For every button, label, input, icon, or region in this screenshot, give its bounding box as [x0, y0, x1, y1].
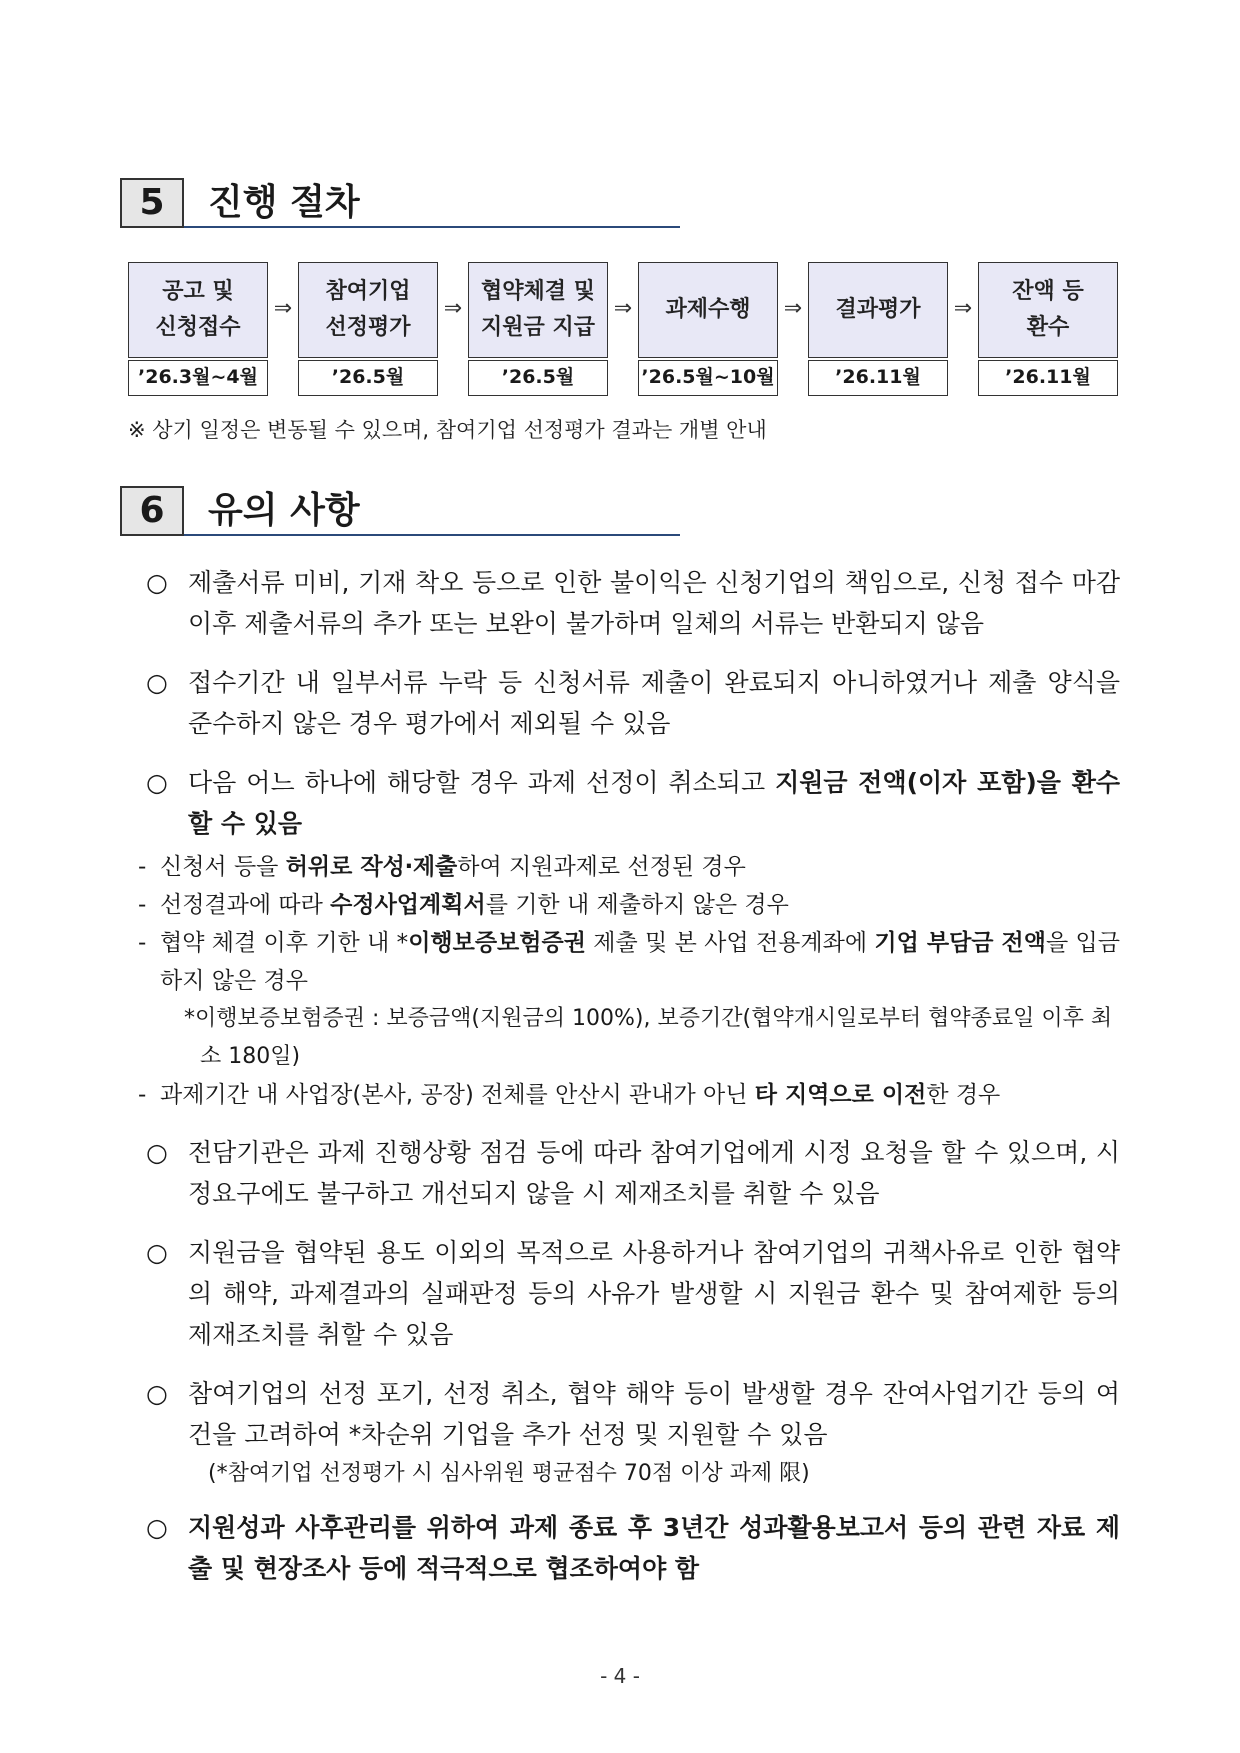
step-box: [978, 262, 1118, 358]
sub-text: 을 입금하지 않은 경우: [160, 930, 1120, 994]
step-4: [638, 262, 778, 396]
step-label: 협약체결 및 지원금 지급: [481, 279, 595, 340]
section-number: 5: [120, 178, 184, 228]
section-6-header: [120, 486, 680, 538]
note-text: 지원금을 협약된 용도 이외의 목적으로 사용하거나 참여기업의 귀책사유로 인한 협약의 해약, 과제결과의 실패판정 등의 사유가 발생할 시 지원금 환수 및 참여제한 등의 제재조치를 취할 수 있음: [188, 1238, 1120, 1349]
note-text: 접수기간 내 일부서류 누락 등 신청서류 제출이 완료되지 아니하였거나 제출 양식을 준수하지 않은 경우 평가에서 제외될 수 있음: [188, 668, 1120, 738]
note-text-bold: 지원금 전액(이자 포함)을 환수할 수 있음: [188, 768, 1120, 838]
arrow-icon: ⇒: [443, 296, 463, 321]
bullet-circle-icon: ○: [146, 668, 168, 697]
arrow-icon: ⇒: [953, 296, 973, 321]
sub-text-bold: 허위로 작성‧제출: [285, 854, 458, 880]
step-label: 잔액 등 환수: [1012, 279, 1084, 340]
sub-text: 제출 및 본 사업 전용계좌에: [585, 930, 875, 956]
step-date: ’26.5월: [298, 360, 438, 396]
sub-text: 협약 체결 이후 기한 내 *: [160, 930, 409, 956]
note-text: 참여기업의 선정 포기, 선정 취소, 협약 해약 등이 발생할 경우 잔여사업기간 등의 여건을 고려하여 *차순위 기업을 추가 선정 및 지원할 수 있음: [188, 1379, 1120, 1449]
note-item: [140, 1132, 1120, 1214]
section-number: 6: [120, 486, 184, 536]
step-label: 참여기업 선정평가: [325, 279, 411, 340]
note-item: [140, 1507, 1120, 1589]
notes-list: [140, 562, 1120, 1607]
step-date: ’26.5월: [468, 360, 608, 396]
arrow-icon: ⇒: [783, 296, 803, 321]
sub-text: 선정결과에 따라: [160, 892, 331, 918]
schedule-note: ※ 상기 일정은 변동될 수 있으며, 참여기업 선정평가 결과는 개별 안내: [128, 418, 767, 442]
page-number: - 4 -: [600, 1664, 640, 1688]
step-date: ’26.3월~4월: [128, 360, 268, 396]
step-label: 공고 및 신청접수: [155, 279, 241, 340]
step-box: [808, 262, 948, 358]
step-6: [978, 262, 1118, 396]
note-item: [140, 562, 1120, 644]
note-item: [140, 1232, 1120, 1355]
step-box: [298, 262, 438, 358]
arrow-icon: ⇒: [273, 296, 293, 321]
sub-text-bold: 수정사업계획서: [330, 892, 486, 918]
section-5-header: [120, 178, 680, 230]
note-text-bold: 지원성과 사후관리를 위하여 과제 종료 후 3년간 성과활용보고서 등의 관련 자료 제출 및 현장조사 등에 적극적으로 협조하여야 함: [188, 1513, 1120, 1583]
dash-mark: -: [138, 854, 147, 880]
bullet-circle-icon: ○: [146, 1379, 168, 1408]
step-box: [638, 262, 778, 358]
bullet-circle-icon: ○: [146, 1513, 168, 1542]
note-text: 다음 어느 하나에 해당할 경우 과제 선정이 취소되고: [188, 768, 776, 797]
step-label: 과제수행: [665, 297, 751, 322]
bullet-circle-icon: ○: [146, 568, 168, 597]
section-underline: [184, 534, 680, 536]
step-box: [128, 262, 268, 358]
bullet-circle-icon: ○: [146, 1138, 168, 1167]
process-steps: [128, 262, 1128, 402]
note-text: 전담기관은 과제 진행상황 점검 등에 따라 참여기업에게 시정 요청을 할 수 있으며, 시정요구에도 불구하고 개선되지 않을 시 제재조치를 취할 수 있음: [188, 1138, 1120, 1208]
step-date: ’26.11월: [808, 360, 948, 396]
sub-text-bold: 타 지역으로 이전: [754, 1082, 927, 1108]
step-label: 결과평가: [835, 297, 921, 322]
sub-text: 신청서 등을: [160, 854, 286, 880]
sub-text-bold: 기업 부담금 전액: [874, 930, 1046, 956]
arrow-icon: ⇒: [613, 296, 633, 321]
note-footnote: (*참여기업 선정평가 시 심사위원 평균점수 70점 이상 과제 限): [208, 1461, 810, 1486]
bullet-circle-icon: ○: [146, 768, 168, 797]
sub-text-bold: 이행보증보험증권: [408, 930, 586, 956]
section-title: 진행 절차: [208, 182, 360, 223]
sub-list: [140, 848, 1120, 1114]
section-title: 유의 사항: [208, 490, 360, 531]
note-item: [140, 762, 1120, 844]
step-2: [298, 262, 438, 396]
step-date: ’26.5월~10월: [638, 360, 778, 396]
step-1: [128, 262, 268, 396]
dash-mark: -: [138, 892, 147, 918]
note-item: [140, 662, 1120, 744]
sub-item: [126, 886, 1120, 924]
step-3: [468, 262, 608, 396]
sub-item: [126, 848, 1120, 886]
section-underline: [184, 226, 680, 228]
note-text: 제출서류 미비, 기재 착오 등으로 인한 불이익은 신청기업의 책임으로, 신청 접수 마감 이후 제출서류의 추가 또는 보완이 불가하며 일체의 서류는 반환되지 않음: [188, 568, 1120, 638]
sub-text: 한 경우: [926, 1082, 1001, 1108]
sub-item: [126, 924, 1120, 1000]
sub-text: 를 기한 내 제출하지 않은 경우: [485, 892, 789, 918]
sub-text: 과제기간 내 사업장(본사, 공장) 전체를 안산시 관내가 아닌: [160, 1082, 755, 1108]
dash-mark: -: [138, 1082, 147, 1108]
sub-text: 하여 지원과제로 선정된 경우: [457, 854, 746, 880]
note-item: [140, 1373, 1120, 1493]
bullet-circle-icon: ○: [146, 1238, 168, 1267]
step-date: ’26.11월: [978, 360, 1118, 396]
sub-footnote: [126, 1000, 1120, 1076]
footnote-text: *이행보증보험증권 : 보증금액(지원금의 100%), 보증기간(협약개시일로부터 협약종료일 이후 최소 180일): [184, 1006, 1113, 1069]
sub-item: [126, 1076, 1120, 1114]
step-box: [468, 262, 608, 358]
step-5: [808, 262, 948, 396]
dash-mark: -: [138, 930, 147, 956]
